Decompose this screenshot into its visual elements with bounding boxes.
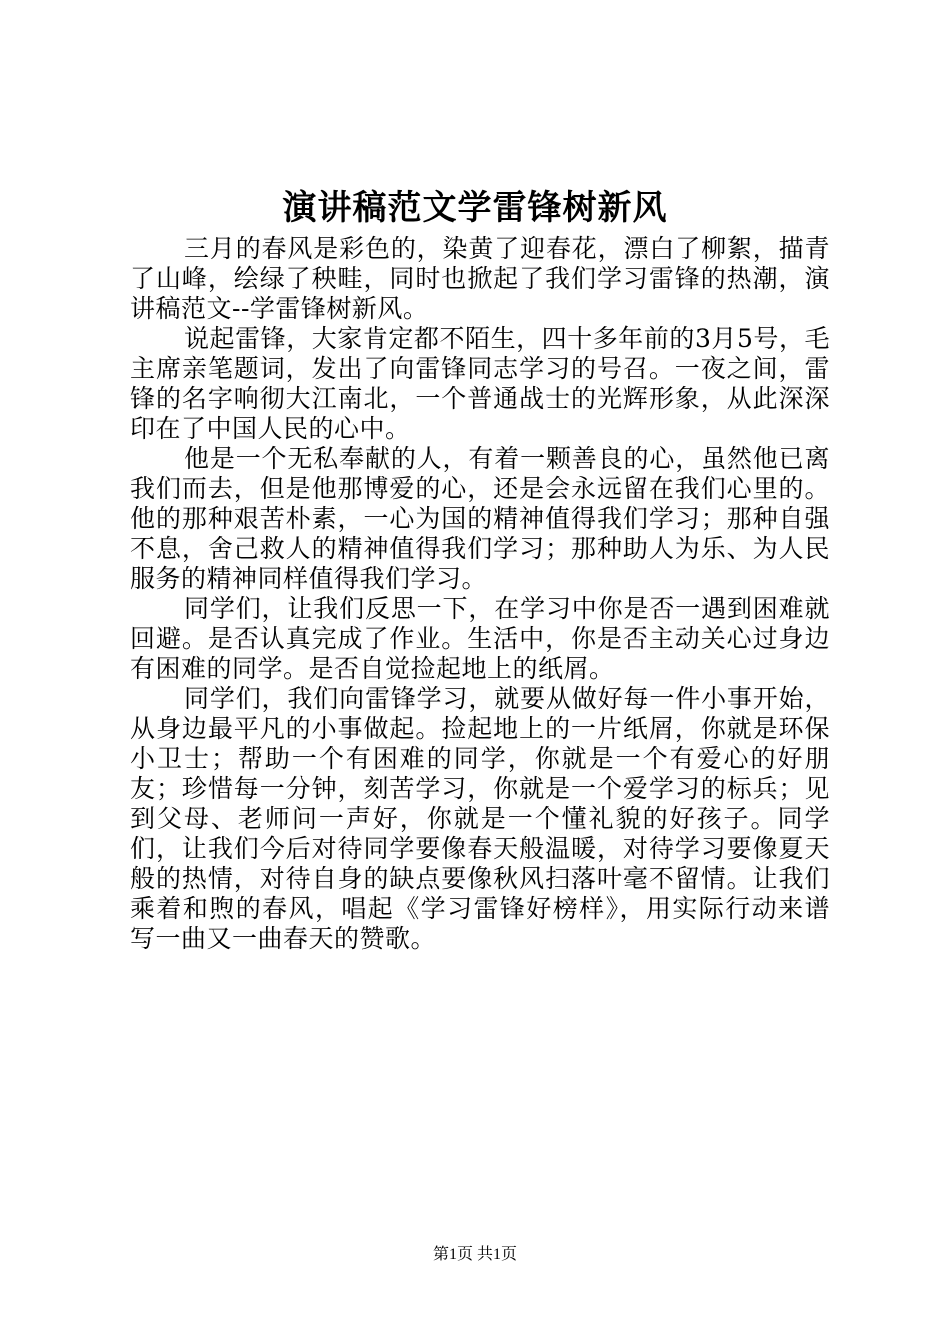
paragraph-3: 他是一个无私奉献的人，有着一颗善良的心，虽然他已离我们而去，但是他那博爱的心，还是会永远留在我们心里的。他的那种艰苦朴素，一心为国的精神值得我们学习；那种自强不息，舍己救人的精神值得我们学习；那种助人为乐、为人民服务的精神同样值得我们学习。 bbox=[130, 444, 830, 593]
paragraph-2: 说起雷锋，大家肯定都不陌生，四十多年前的3月5号，毛主席亲笔题词，发出了向雷锋同志学习的号召。一夜之间，雷锋的名字响彻大江南北，一个普通战士的光辉形象，从此深深印在了中国人民的心中。 bbox=[130, 324, 830, 443]
page-number-footer: 第1页 共1页 bbox=[432, 1246, 517, 1263]
paragraph-4: 同学们，让我们反思一下，在学习中你是否一遇到困难就回避。是否认真完成了作业。生活中，你是否主动关心过身边有困难的同学。是否自觉捡起地上的纸屑。 bbox=[130, 594, 830, 683]
document-body bbox=[130, 234, 830, 954]
paragraph-5: 同学们，我们向雷锋学习，就要从做好每一件小事开始，从身边最平凡的小事做起。捡起地上的一片纸屑，你就是环保小卫士；帮助一个有困难的同学，你就是一个有爱心的好朋友；珍惜每一分钟，刻苦学习，你就是一个爱学习的标兵；见到父母、老师问一声好，你就是一个懂礼貌的好孩子。同学们，让我们今后对待同学要像春天般温暖，对待学习要像夏天般的热情，对待自身的缺点要像秋风扫落叶毫不留情。让我们乘着和煦的春风，唱起《学习雷锋好榜样》，用实际行动来谱写一曲又一曲春天的赞歌。 bbox=[130, 684, 830, 953]
document-title: 演讲稿范文学雷锋树新风 bbox=[282, 188, 668, 228]
paragraph-1: 三月的春风是彩色的，染黄了迎春花，漂白了柳絮，描青了山峰，绘绿了秧畦，同时也掀起了我们学习雷锋的热潮，演讲稿范文--学雷锋树新风。 bbox=[130, 234, 830, 323]
